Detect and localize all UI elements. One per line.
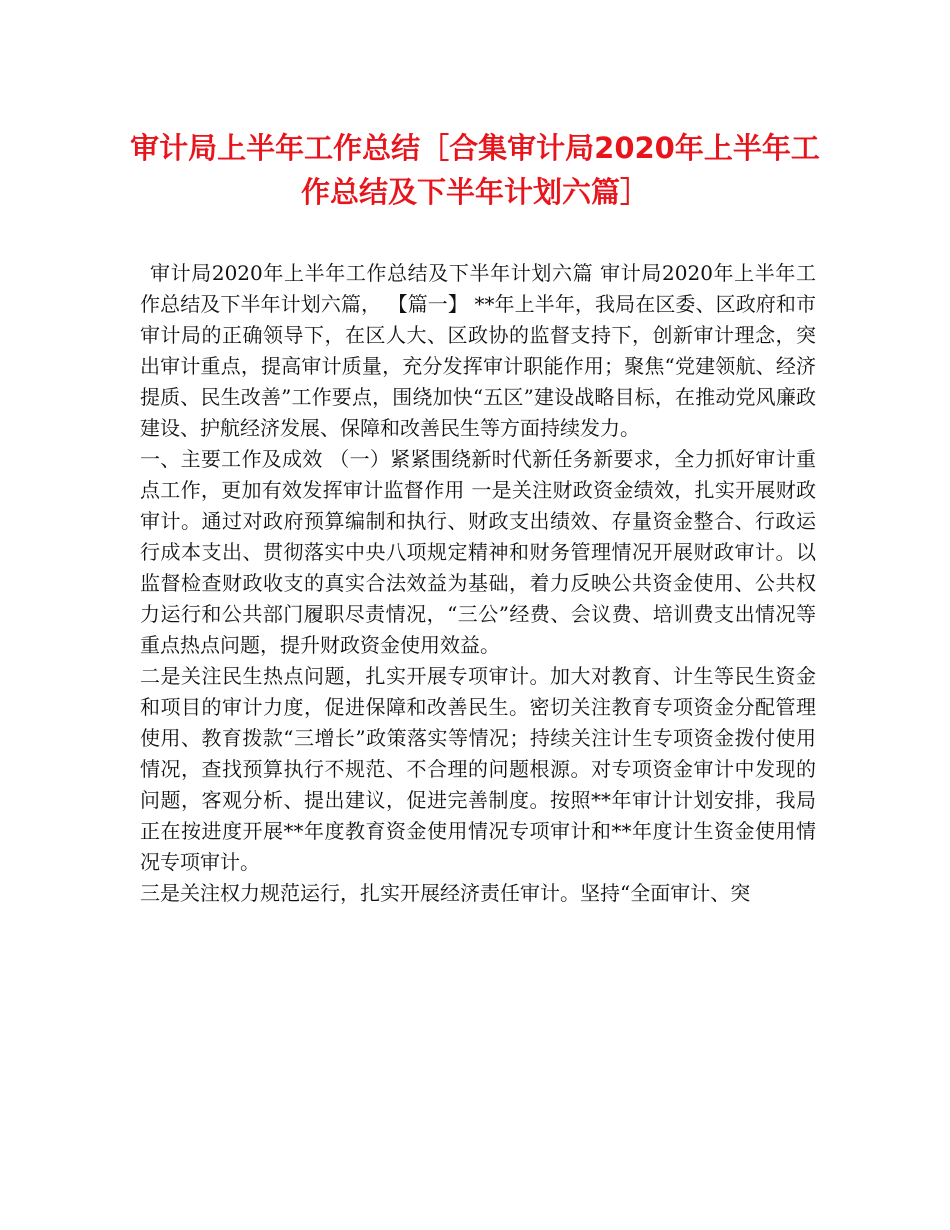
paragraph-intro: 审计局2020年上半年工作总结及下半年计划六篇 审计局2020年上半年工作总结及下半年计划六篇， 【篇一】 **年上半年，我局在区委、区政府和市审计局的正确领导下，在区人大、区政协的监督支持下，创新审计理念，突出审计重点，提高审计质量，充分发挥审计职能作用；聚焦“党建领航、经济提质、民生改善”工作要点，围绕加快“五区”建设战略目标，在推动党风廉政建设、护航经济发展、保障和改善民生等方面持续发力。 xyxy=(140,261,816,440)
paragraph-main-work: 一、主要工作及成效 （一）紧紧围绕新时代新任务新要求，全力抓好审计重点工作，更加有效发挥审计监督作用 一是关注财政资金绩效，扎实开展财政审计。通过对政府预算编制和执行、财政支出绩效、存量资金整合、行政运行成本支出、贯彻落实中央八项规定精神和财务管理情况开展财政审计。以监督检查财政收支的真实合法效益为基础，着力反映公共资金使用、公共权力运行和公共部门履职尽责情况，“三公”经费、会议费、培训费支出情况等重点热点问题，提升财政资金使用效益。 xyxy=(140,447,816,657)
paragraph-special-audit: 二是关注民生热点问题，扎实开展专项审计。加大对教育、计生等民生资金和项目的审计力度，促进保障和改善民生。密切关注教育专项资金分配管理使用、教育拨款“三增长”政策落实等情况；持续关注计生专项资金拨付使用情况，查找预算执行不规范、不合理的问题根源。对专项资金审计中发现的问题，客观分析、提出建议，促进完善制度。按照**年审计计划安排，我局正在按进度开展**年度教育资金使用情况专项审计和**年度计生资金使用情况专项审计。 xyxy=(140,664,816,874)
paragraph-economic-audit: 三是关注权力规范运行，扎实开展经济责任审计。坚持“全面审计、突 xyxy=(140,881,751,905)
document-title: 审计局上半年工作总结［合集审计局2020年上半年工作总结及下半年计划六篇］ xyxy=(130,131,820,209)
document-body xyxy=(140,258,816,909)
